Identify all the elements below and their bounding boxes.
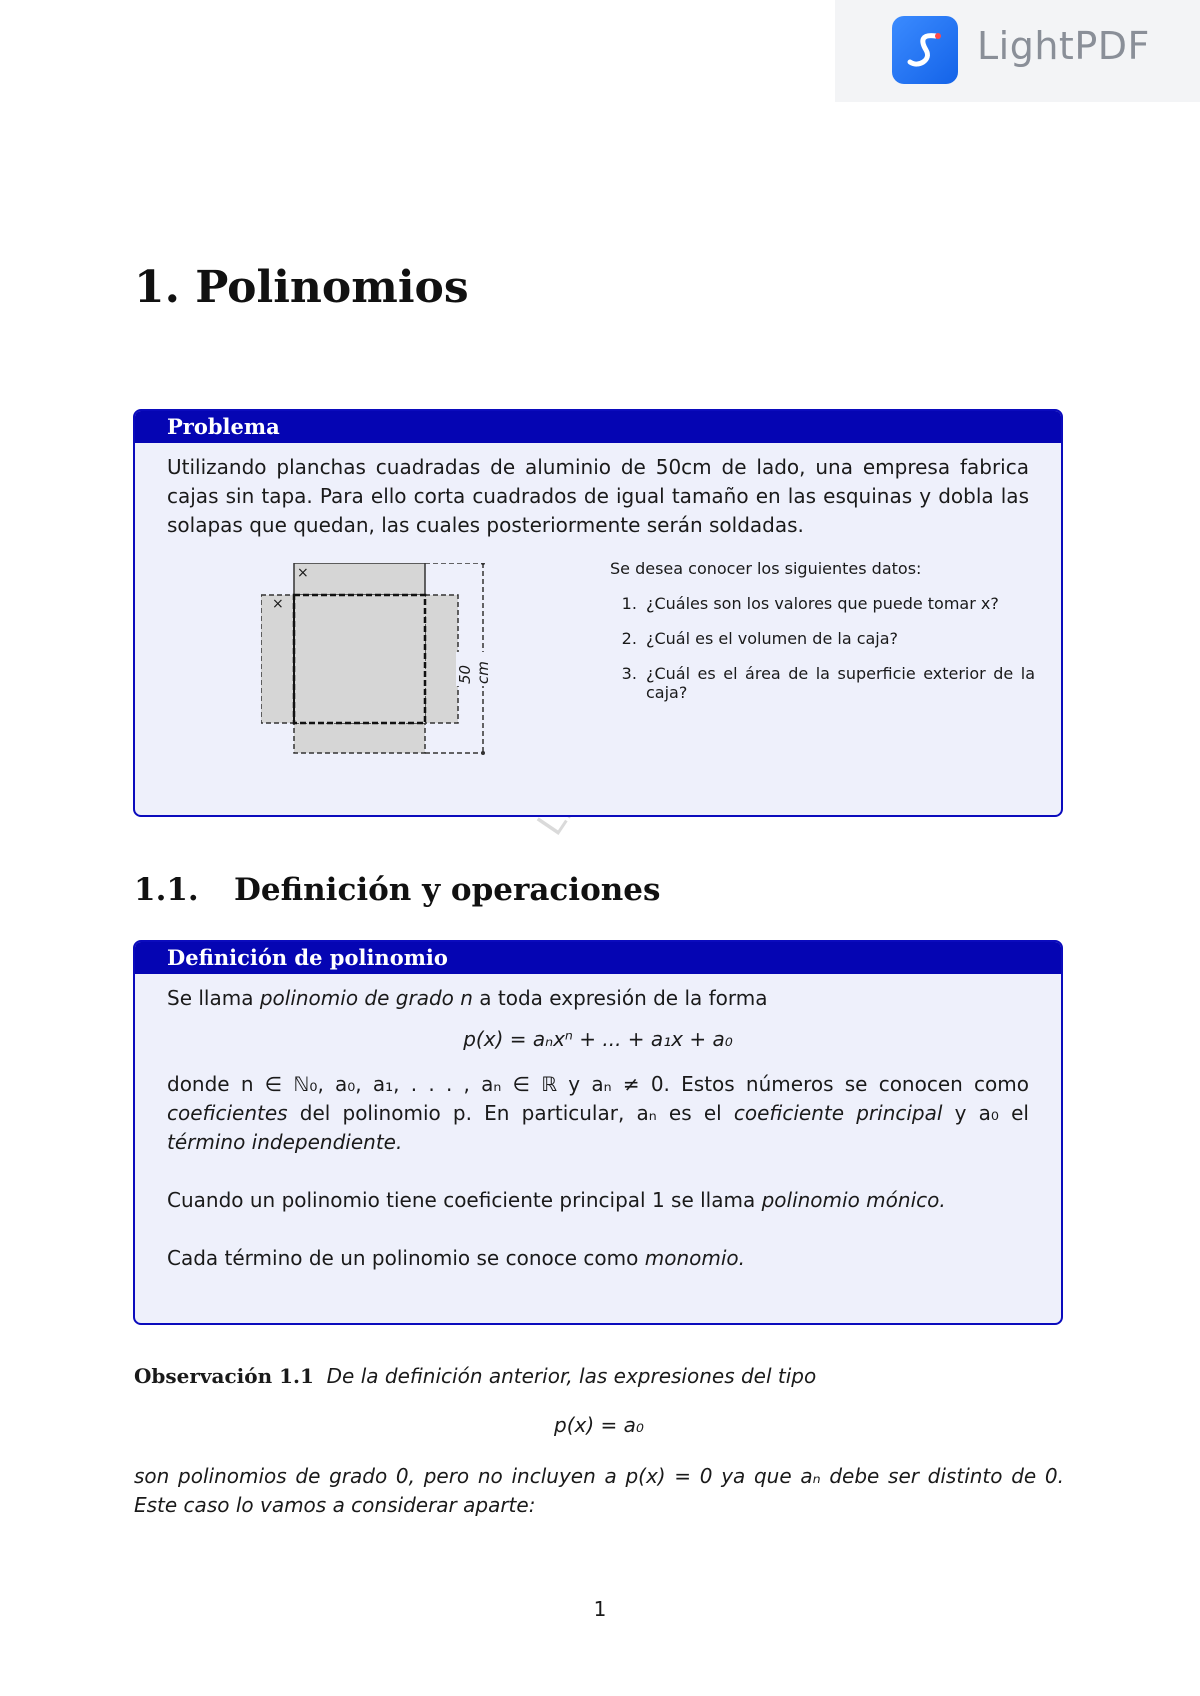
logo-bar <box>835 0 1200 102</box>
definition-box <box>133 940 1063 1325</box>
questions-lead: Se desea conocer los siguientes datos: <box>610 559 922 578</box>
box-net-diagram <box>261 563 491 763</box>
section-title: Definición y operaciones <box>234 872 661 908</box>
page-number: 1 <box>593 1597 607 1621</box>
chapter-title: 1. Polinomios <box>134 262 469 313</box>
questions-block <box>610 559 1035 718</box>
corner-mark-2: × <box>272 596 284 612</box>
problem-box <box>133 409 1063 817</box>
definition-p3: Cuando un polinomio tiene coeficiente principal 1 se llama polinomio mónico. <box>167 1188 946 1212</box>
lightpdf-logo-icon <box>892 16 958 84</box>
dimension-label: 50 cm <box>456 652 492 686</box>
question-item: 2. ¿Cuál es el volumen de la caja? <box>642 629 1035 648</box>
observation-formula: p(x) = a₀ <box>554 1413 644 1437</box>
corner-mark-1: × <box>297 565 309 581</box>
section-heading <box>134 872 660 908</box>
definition-p2: donde n ∈ ℕ₀, a₀, a₁, . . . , aₙ ∈ ℝ y aₙ ≠ 0. Estos números se conocen como coeficientes del polinomio p. En particular, aₙ es el coeficiente principal y a₀ el término independiente. <box>167 1072 1029 1154</box>
definition-p1: Se llama polinomio de grado n a toda expresión de la forma <box>167 986 768 1010</box>
observation-text: son polinomios de grado 0, pero no incluyen a p(x) = 0 ya que aₙ debe ser distinto de 0. Este caso lo vamos a considerar aparte: <box>134 1464 1064 1517</box>
problem-intro: Utilizando planchas cuadradas de aluminio de 50cm de lado, una empresa fabrica cajas sin tapa. Para ello corta cuadrados de igual tamaño en las esquinas y dobla las solapas que quedan, las cuales posteriormente serán soldadas. <box>167 455 1029 537</box>
questions-list <box>610 594 1035 702</box>
section-number: 1.1. <box>134 872 199 908</box>
definition-heading: Definición de polinomio <box>135 942 1061 974</box>
question-item: 1. ¿Cuáles son los valores que puede tomar x? <box>642 594 1035 613</box>
question-item: 3. ¿Cuál es el área de la superficie exterior de la caja? <box>642 664 1035 702</box>
logo-text: LightPDF <box>977 24 1150 68</box>
observation-label: Observación 1.1 <box>134 1364 314 1388</box>
observation-intro: De la definición anterior, las expresiones del tipo <box>326 1364 817 1388</box>
problem-heading: Problema <box>135 411 1061 443</box>
definition-p4: Cada término de un polinomio se conoce como monomio. <box>167 1246 745 1270</box>
polynomial-formula: p(x) = aₙxⁿ + ... + a₁x + a₀ <box>463 1027 733 1051</box>
observation <box>134 1362 1064 1520</box>
